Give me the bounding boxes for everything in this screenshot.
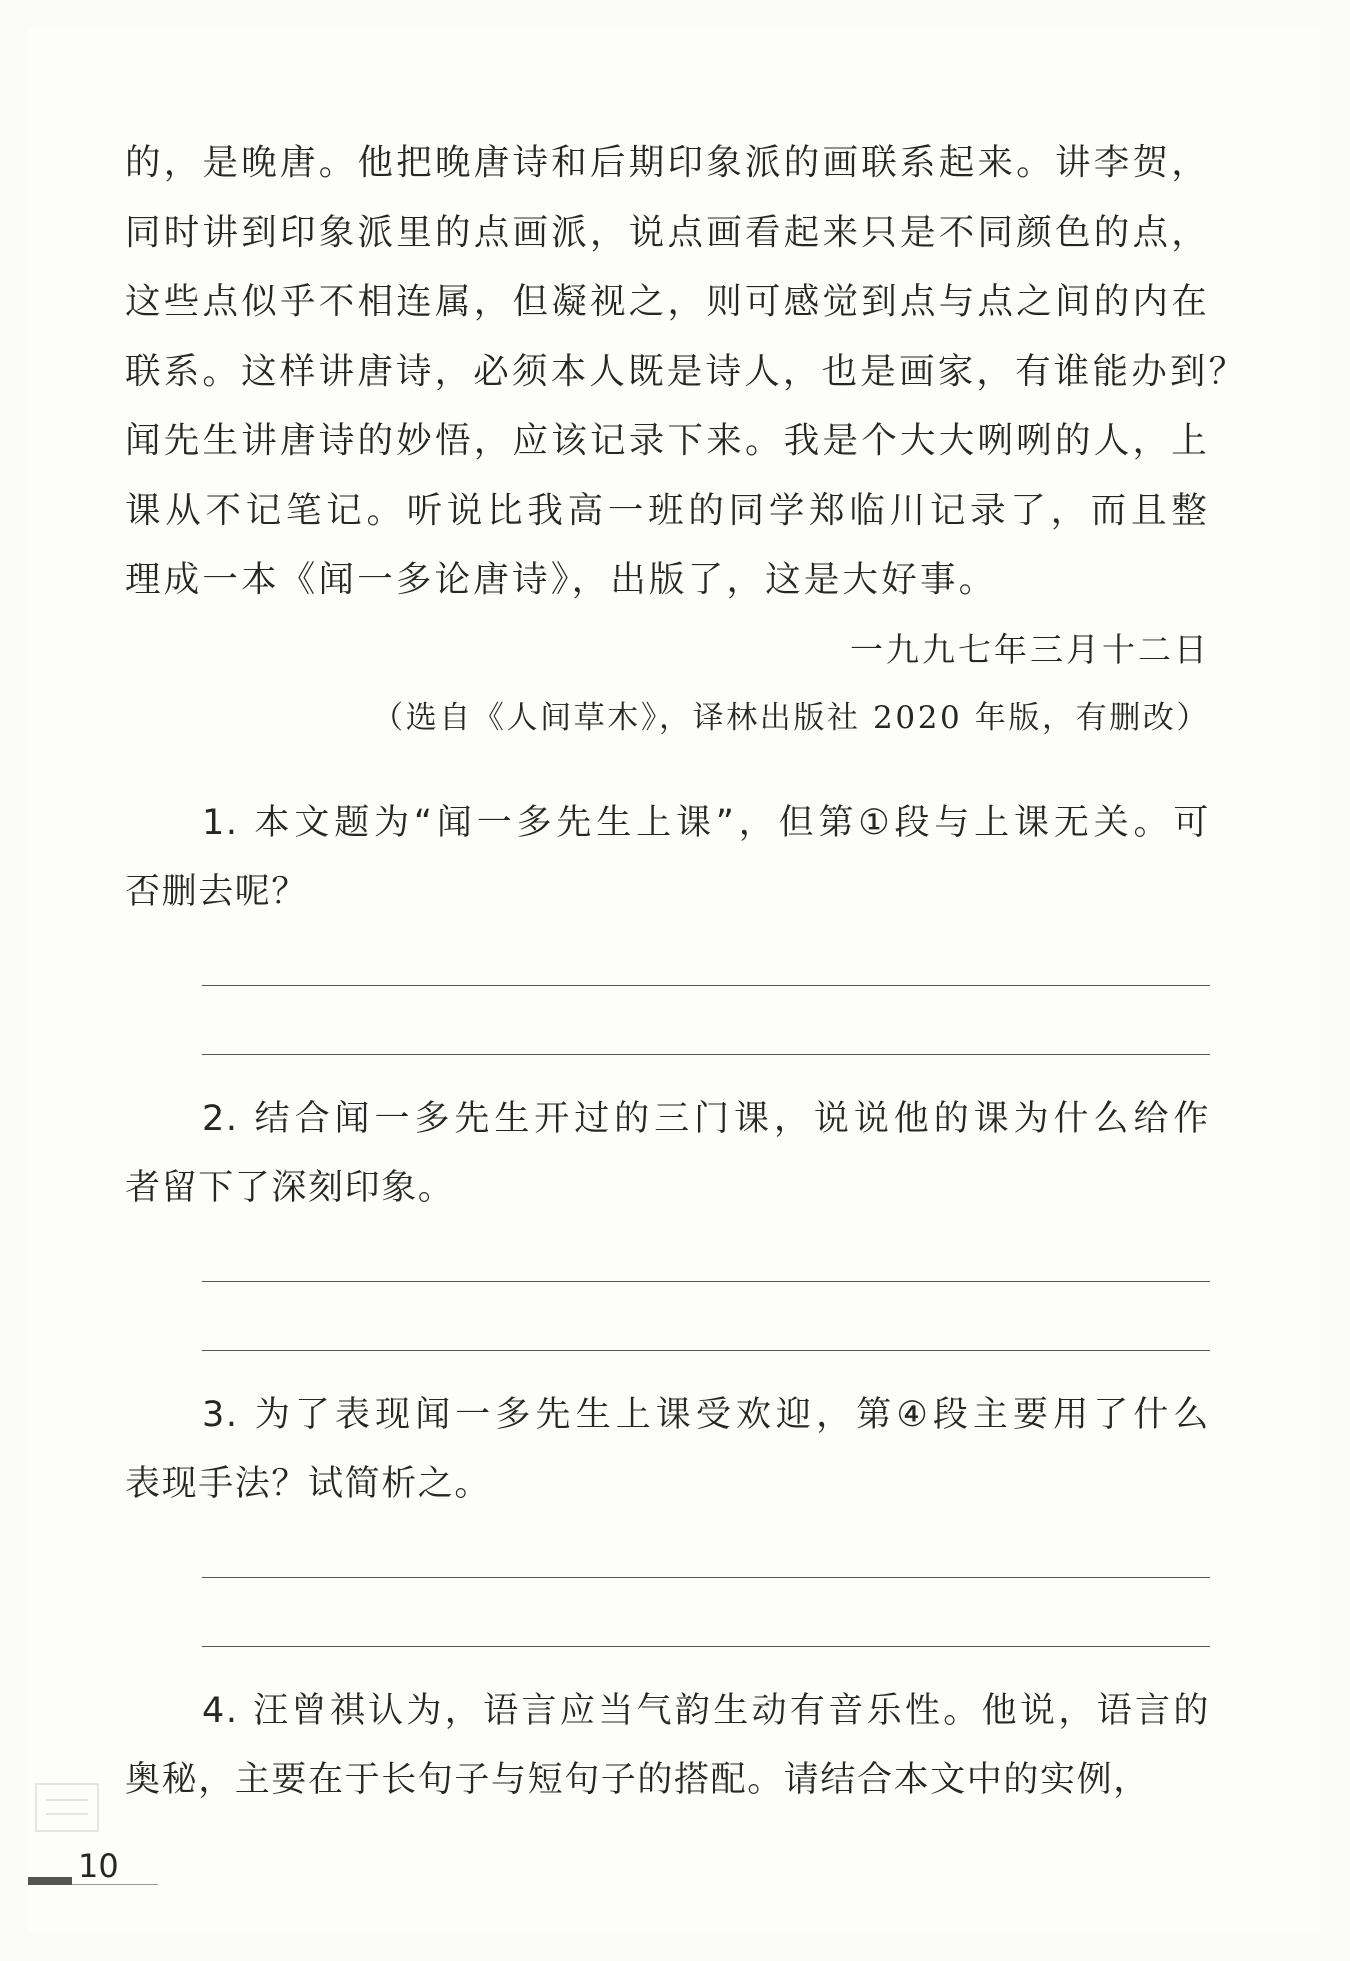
passage-line: 同时讲到印象派里的点画派，说点画看起来只是不同颜色的点， — [125, 211, 1210, 253]
passage-line: 联系。这样讲唐诗，必须本人既是诗人，也是画家，有谁能办到？ — [125, 350, 1248, 392]
question-text — [125, 1085, 1210, 1223]
passage-line: 的，是晚唐。他把晚唐诗和后期印象派的画联系起来。讲李贺， — [125, 142, 1210, 183]
question-text — [125, 1677, 1210, 1815]
footer-bar — [28, 1877, 72, 1885]
question-line: 2. 结合闻一多先生开过的三门课，说说他的课为什么给作 — [202, 1098, 1210, 1139]
question-line: 1. 本文题为“闻一多先生上课”，但第①段与上课无关。可 — [202, 802, 1210, 843]
faint-stamp-icon — [32, 1780, 102, 1835]
page-content — [125, 128, 1248, 1815]
passage-date: 一九九七年三月十二日 — [850, 629, 1210, 669]
page-number: 10 — [78, 1847, 119, 1885]
answer-line[interactable] — [125, 1519, 1210, 1588]
question-4 — [125, 1677, 1210, 1815]
answer-line[interactable] — [125, 996, 1210, 1065]
question-line: 者留下了深刻印象。 — [125, 1167, 455, 1208]
passage-line: 这些点似乎不相连属，但凝视之，则可感觉到点与点之间的内在 — [125, 281, 1210, 322]
question-text — [125, 789, 1210, 927]
answer-line[interactable] — [125, 1292, 1210, 1361]
passage-text — [125, 128, 1248, 615]
question-line: 奥秘，主要在于长句子与短句子的搭配。请结合本文中的实例， — [125, 1759, 1150, 1800]
question-line: 3. 为了表现闻一多先生上课受欢迎，第④段主要用了什么 — [202, 1394, 1210, 1435]
page-footer — [28, 1847, 133, 1893]
question-3 — [125, 1381, 1210, 1657]
question-2 — [125, 1085, 1210, 1361]
answer-line[interactable] — [125, 1588, 1210, 1657]
answer-line[interactable] — [125, 927, 1210, 996]
passage-line: 课从不记笔记。听说比我高一班的同学郑临川记录了，而且整 — [125, 489, 1210, 531]
question-1 — [125, 789, 1210, 1065]
question-text — [125, 1381, 1210, 1519]
passage-source: （选自《人间草木》，译林出版社 2020 年版，有删改） — [372, 699, 1210, 736]
passage-line: 理成一本《闻一多论唐诗》，出版了，这是大好事。 — [125, 559, 998, 600]
question-line: 表现手法？试简析之。 — [125, 1463, 492, 1504]
question-line: 4. 汪曾祺认为，语言应当气韵生动有音乐性。他说，语言的 — [202, 1690, 1210, 1731]
passage-line: 闻先生讲唐诗的妙悟，应该记录下来。我是个大大咧咧的人，上 — [125, 420, 1210, 461]
answer-line[interactable] — [125, 1223, 1210, 1292]
question-line: 否删去呢？ — [125, 871, 309, 912]
